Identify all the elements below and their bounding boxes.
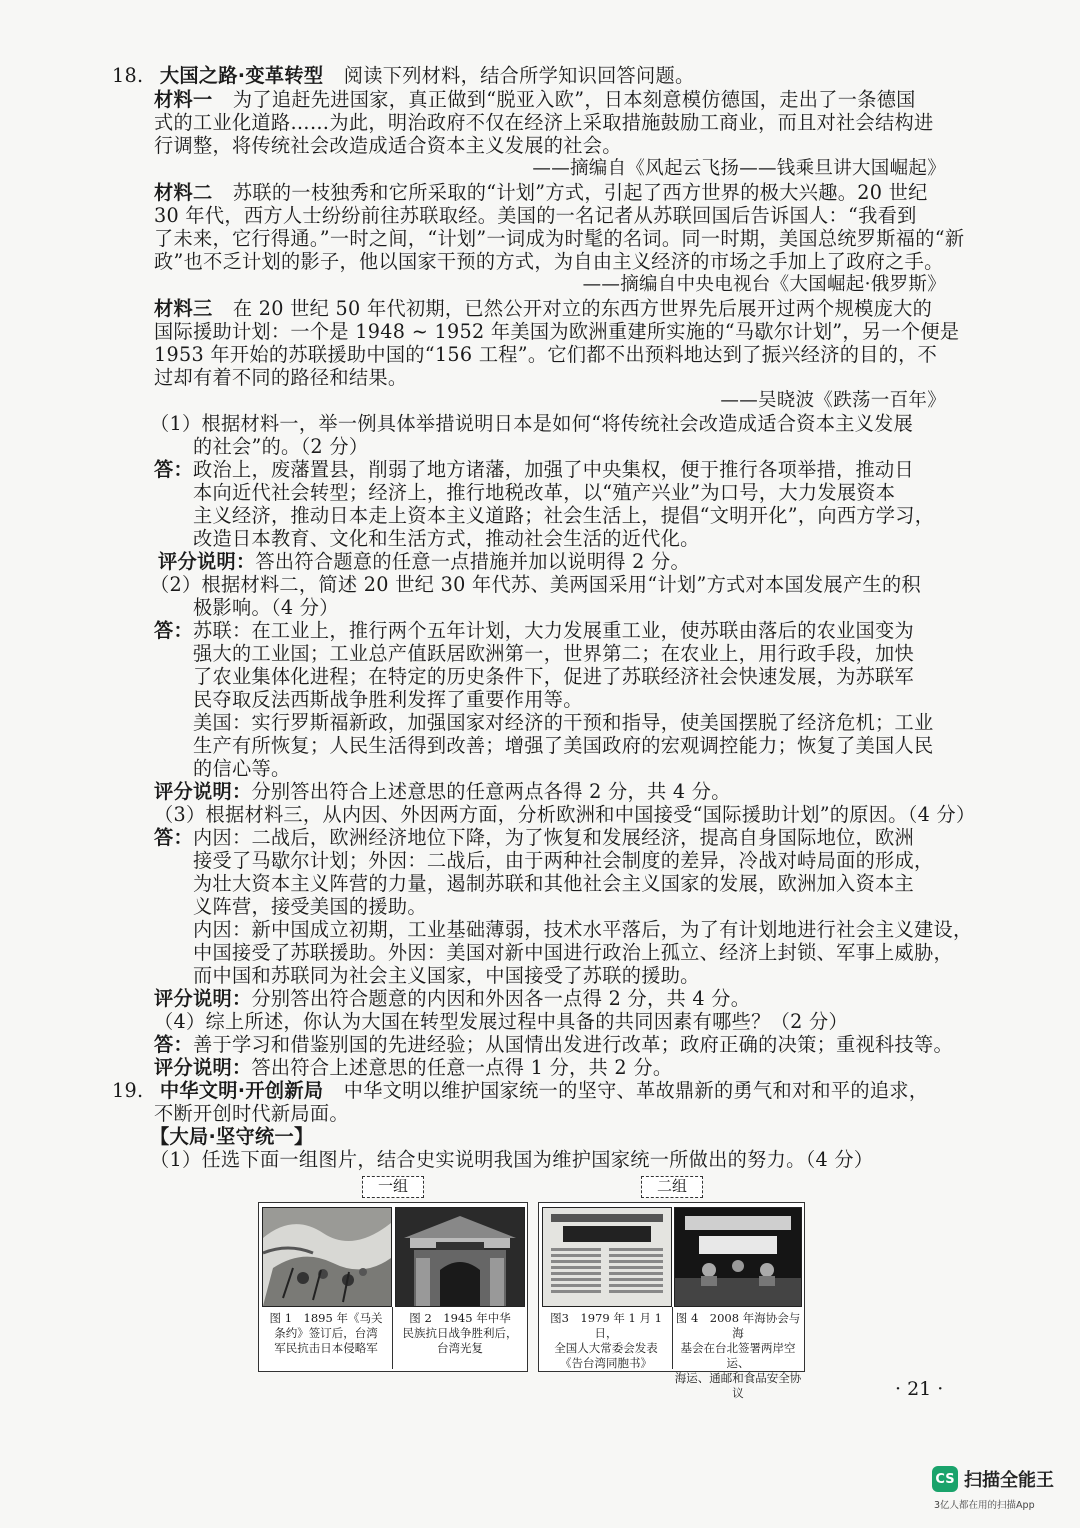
q18-part1-scoring: 评分说明：答出符合题意的任意一点措施并加以说明得 2 分。 [158,550,690,573]
q18-part2-answer-6: 生产有所恢复；人民生活得到改善；增强了美国政府的宏观调控能力；恢复了美国人民 [193,734,934,757]
q18-header [112,64,695,87]
material-3-label: 材料三 [154,297,213,320]
material-1-label: 材料一 [154,88,213,111]
figure-4-photo [674,1207,802,1307]
material-3-source: ——吴晓波《跌荡一百年》 [720,390,946,411]
q18-part4-question: （4）综上所述，你认为大国在转型发展过程中具备的共同因素有哪些？（2 分） [154,1010,848,1033]
material-2-line-3: 了未来，它行得通。”一时之间，“计划”一词成为时髦的名词。同一时期，美国总统罗斯福的“新 [154,227,965,250]
q19-section-title: 【大局·坚守统一】 [150,1125,314,1148]
q18-part2-question-2: 极影响。（4 分） [193,596,339,619]
q18-title: 大国之路·变革转型 [159,64,324,87]
q18-part4-answer: 答：善于学习和借鉴别国的先进经验；从国情出发进行改革；政府正确的决策；重视科技等。 [154,1033,953,1056]
q18-part2-question-1: （2）根据材料二，简述 20 世纪 30 年代苏、美两国采用“计划”方式对本国发展产生的积 [150,573,921,596]
q18-part3-answer-7: 而中国和苏联同为社会主义国家，中国接受了苏联的援助。 [193,964,700,987]
camscanner-name: 扫描全能王 [964,1470,1054,1491]
q18-part1-answer-3: 主义经济，推动日本走上资本主义道路；社会生活上，提倡“文明开化”，向西方学习， [193,504,935,527]
scoring-label: 评分说明： [154,1056,252,1079]
camscanner-watermark [932,1466,1054,1492]
battle-scene-illustration [263,1208,391,1306]
q19-intro-2: 不断开创时代新局面。 [154,1102,349,1125]
q18-part2-answer-3: 了农业集体化进程；在特定的历史条件下，促进了苏联经济社会快速发展，为苏联军 [193,665,915,688]
figure-3-caption: 图3 1979 年 1 月 1 日， 全国人大常委会发表 《告台湾同胞书》 [550,1311,662,1370]
q18-part2-answer-2: 强大的工业国；工业总产值跃居欧洲第一，世界第二；在农业上，用行政手段，加快 [193,642,915,665]
material-1-line-2: 式的工业化道路……为此，明治政府不仅在经济上采取措施鼓励工商业，而且对社会结构进 [154,111,934,134]
q18-part2-answer-7: 的信心等。 [193,757,291,780]
q18-part4-scoring: 评分说明：答出符合上述意思的任意一点得 1 分，共 2 分。 [154,1056,673,1079]
material-2-line-4: 政”也不乏计划的影子，他以国家干预的方式，为自由主义经济的市场之手加上了政府之手。 [154,250,944,273]
q18-part3-answer-6: 中国接受了苏联援助。外因：美国对新中国进行政治上孤立、经济上封锁、军事上威胁， [193,941,954,964]
q18-part1-question-2: 的社会”的。（2 分） [193,435,369,458]
material-3-line-3: 1953 年开始的苏联援助中国的“156 工程”。它们都不出预料地达到了振兴经济的目的，不 [154,343,938,366]
answer-label: 答： [154,826,193,849]
material-3-line-4: 过却有着不同的路径和结果。 [154,366,408,389]
figure-4-caption: 图 4 2008 年海协会与海 基会在台北签署两岸空运、 海运、通邮和食品安全协议 [674,1311,802,1400]
q19-intro: 中华文明以维护国家统一的坚守、革故鼎新的勇气和对和平的追求， [343,1079,929,1102]
q18-part2-scoring: 评分说明：分别答出符合上述意思的任意两点各得 2 分，共 4 分。 [154,780,731,803]
material-1-source: ——摘编自《风起云飞扬——钱乘旦讲大国崛起》 [532,158,946,179]
q18-part3-scoring: 评分说明：分别答出符合题意的内因和外因各一点得 2 分，共 4 分。 [154,987,751,1010]
q18-number: 18. [112,64,144,87]
q18-part3-answer-4: 义阵营，接受美国的援助。 [193,895,427,918]
q18-part3-answer-5: 内因：新中国成立初期，工业基础薄弱，技术水平落后，为了有计划地进行社会主义建设， [193,918,973,941]
figure-3-photo [542,1207,672,1307]
material-3-line-2: 国际援助计划：一个是 1948 ~ 1952 年美国为欧洲重建所实施的“马歇尔计划”，另一个便是 [154,320,960,343]
scoring-label: 评分说明： [154,780,252,803]
material-2-line-1: 材料二 苏联的一枝独秀和它所采取的“计划”方式，引起了西方世界的极大兴趣。20 世纪 [154,181,928,204]
material-3-line-1: 材料三 在 20 世纪 50 年代初期，已然公开对立的东西方世界先后展开过两个规模庞大的 [154,297,933,320]
material-2-line-2: 30 年代，西方人士纷纷前往苏联取经。美国的一名记者从苏联回国后告诉国人：“我看到 [154,204,917,227]
q18-part1-question-1: （1）根据材料一，举一例具体举措说明日本是如何“将传统社会改造成适合资本主义发展 [150,412,914,435]
q19-title: 中华文明·开创新局 [159,1079,324,1102]
newspaper-illustration [543,1208,671,1306]
q18-intro: 阅读下列材料，结合所学知识回答问题。 [343,64,695,87]
q19-header [112,1079,928,1102]
figure-group-2 [538,1202,805,1400]
q18-part2-answer-4: 民夺取反法西斯战争胜利发挥了重要作用等。 [193,688,583,711]
material-1-line-1: 材料一 为了追赶先进国家，真正做到“脱亚入欧”，日本刻意模仿德国，走出了一条德国 [154,88,916,111]
signing-ceremony-illustration [675,1208,801,1306]
material-2-label: 材料二 [154,181,213,204]
scoring-label: 评分说明： [154,987,252,1010]
figure-1-caption: 图 1 1895 年《马关 条约》签订后，台湾 军民抗击日本侵略军 [269,1311,383,1355]
q18-part2-answer-5: 美国：实行罗斯福新政，加强国家对经济的干预和指导，使美国摆脱了经济危机；工业 [193,711,934,734]
scoring-label: 评分说明： [158,550,256,573]
camscanner-tagline: 3亿人都在用的扫描App [934,1500,1035,1511]
figure-2-caption: 图 2 1945 年中华 民族抗日战争胜利后， 台湾光复 [402,1311,518,1355]
page-number: · 21 · [895,1378,944,1400]
q18-part3-question: （3）根据材料三，从内因、外因两方面，分析欧洲和中国接受“国际援助计划”的原因。（4 分） [154,803,976,826]
q18-part3-answer-3: 为壮大资本主义阵营的力量，遏制苏联和其他社会主义国家的发展，欧洲加入资本主 [193,872,915,895]
group-2-label: 二组 [641,1176,703,1198]
material-2-source: ——摘编自中央电视台《大国崛起·俄罗斯》 [582,274,946,295]
answer-label: 答： [154,619,193,642]
q18-part1-answer-4: 改造日本教育、文化和生活方式，推动社会生活的近代化。 [193,527,700,550]
group-1-label: 一组 [362,1176,424,1198]
answer-label: 答： [154,1033,193,1056]
material-1-line-3: 行调整，将传统社会改造成适合资本主义发展的社会。 [154,134,622,157]
gate-photo-illustration [396,1208,524,1306]
answer-label: 答： [154,458,193,481]
q18-part2-answer-1: 答：苏联：在工业上，推行两个五年计划，大力发展重工业，使苏联由落后的农业国变为 [154,619,915,642]
q18-part1-answer-2: 本向近代社会转型；经济上，推行地税改革，以“殖产兴业”为口号，大力发展资本 [193,481,896,504]
q18-part3-answer-2: 接受了马歇尔计划；外因：二战后，由于两种社会制度的差异，冷战对峙局面的形成， [193,849,934,872]
figure-1-photo [262,1207,392,1307]
figure-2-photo [395,1207,525,1307]
q19-part1-question: （1）任选下面一组图片，结合史实说明我国为维护国家统一所做出的努力。（4 分） [150,1148,874,1171]
q18-part3-answer-1: 答：内因：二战后，欧洲经济地位下降，为了恢复和发展经济，提高自身国际地位，欧洲 [154,826,915,849]
q18-part1-answer-1: 答：政治上，废藩置县，削弱了地方诸藩，加强了中央集权，便于推行各项举措，推动日 [154,458,915,481]
figure-group-1 [258,1202,528,1372]
q19-number: 19. [112,1079,144,1102]
camscanner-logo-icon: CS [932,1466,958,1492]
